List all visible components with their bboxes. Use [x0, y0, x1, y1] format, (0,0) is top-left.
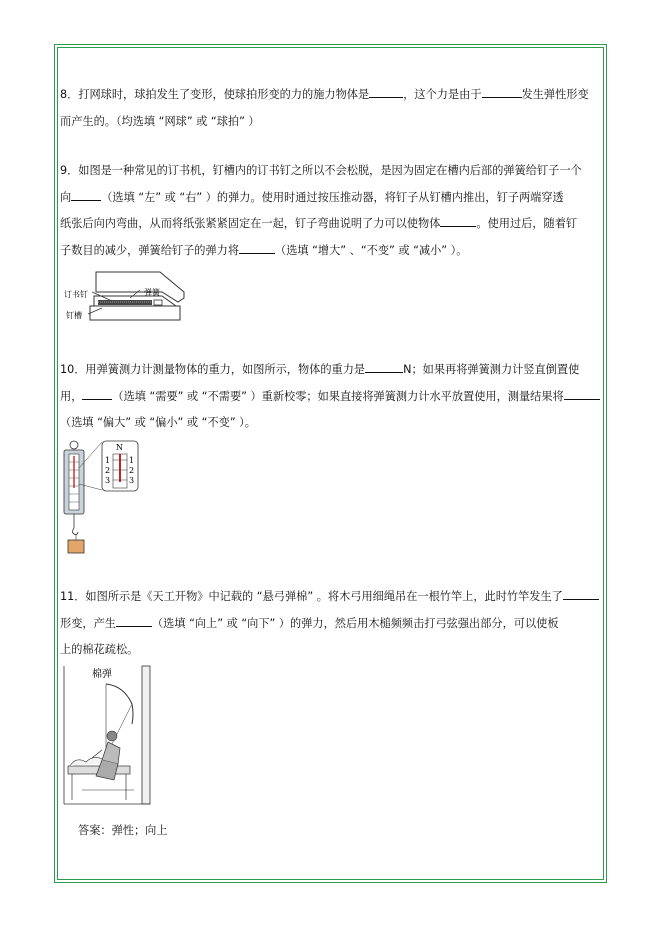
stapler-label-nail: 订书钉: [64, 290, 88, 299]
scale-unit-label: N: [116, 443, 123, 452]
scale-tick-right-3: 3: [129, 476, 135, 485]
answer-text: 答案：弹性；向上: [78, 824, 168, 837]
question-11-line-3: 上的棉花疏松。: [60, 643, 139, 656]
cotton-bow-figure: [62, 664, 154, 808]
question-8-line-1: [60, 82, 603, 109]
scale-tick-right-2: 2: [129, 466, 135, 475]
question-9-line-3: [60, 211, 603, 238]
question-10-line-3: （选填 “偏大” 或 “偏小” 或 “不变” ）。: [60, 416, 256, 429]
q8-text-1: 8．打网球时，球拍发生了变形，使球拍形变的力的施力物体是: [60, 88, 370, 101]
q11-blank-2[interactable]: [116, 612, 152, 627]
q9-text-3a: 纸张后向内弯曲，从而将纸张紧紧固定在一起，钉子弯曲说明了力可以使物体: [60, 217, 441, 230]
question-11: [60, 584, 603, 664]
scale-tick-left-1: 1: [105, 456, 111, 465]
q10-text-1a: 10．用弹簧测力计测量物体的重力，如图所示，物体的重力是: [60, 363, 366, 376]
q11-text-2b: （选填 “向上” 或 “向下” ）的弹力，然后用木槌频频击打弓弦强出部分，可以使板: [151, 616, 559, 630]
question-10-line-2: [60, 384, 603, 411]
q10-blank-3[interactable]: [564, 385, 600, 400]
question-8-line-2: 而产生的。（均选填 “网球” 或 “球拍” ）: [60, 114, 260, 128]
stapler-label-spring: 弹簧: [144, 288, 160, 297]
question-9-line-1: 9．如图是一种常见的订书机，钉槽内的订书钉之所以不会松脱，是因为固定在槽内后部的弹簧给钉子一个: [60, 164, 582, 177]
question-11-line-2: [60, 611, 603, 638]
question-11-line-1: [60, 584, 603, 611]
q9-text-3b: 。使用过后，随着钉: [476, 217, 578, 230]
q10-text-1b: N；如果再将弹簧测力计竖直倒置使: [403, 363, 580, 376]
scale-tick-right-1: 1: [129, 456, 135, 465]
q10-text-2b: （选填 “需要” 或 “不需要” ）重新校零；如果直接将弹簧测力计水平放置使用，测量结果将: [112, 389, 564, 403]
q9-blank-3[interactable]: [239, 239, 275, 254]
question-8: [60, 82, 603, 135]
question-9: [60, 158, 603, 264]
question-9-line-2: [60, 185, 603, 212]
q9-blank-2[interactable]: [440, 212, 476, 227]
q9-text-2b: （选填 “左” 或 “右” ）的弹力。使用时通过按压推动器，将钉子从钉槽内推出，钉子两端穿透: [101, 190, 564, 204]
q11-text-1a: 11．如图所示是《天工开物》中记载的 “悬弓弹棉” 。将木弓用细绳吊在一根竹竿上，此时竹竿发生了: [60, 590, 563, 603]
q8-blank-2[interactable]: [482, 83, 522, 98]
q9-text-2a: 向: [60, 190, 72, 204]
q8-text-3: 发生弹性形变: [521, 88, 589, 101]
spring-scale-figure: [62, 438, 142, 556]
q10-blank-1[interactable]: [365, 358, 403, 373]
q8-text-2: ，这个力是由于: [403, 88, 482, 101]
question-10-line-1: [60, 357, 603, 384]
q11-text-2a: 形变，产生: [60, 616, 116, 630]
q10-text-2a: 用，: [60, 389, 83, 403]
stapler-figure: [62, 262, 192, 328]
q9-blank-1[interactable]: [71, 186, 101, 201]
q9-text-4a: 子数目的减少，弹簧给钉子的弹力将: [60, 243, 240, 257]
q8-blank-1[interactable]: [369, 83, 403, 98]
q11-blank-1[interactable]: [563, 585, 599, 600]
q10-blank-2[interactable]: [82, 385, 112, 400]
scale-tick-left-2: 2: [105, 466, 111, 475]
cotton-bow-title: 棉弹: [92, 669, 112, 680]
question-10: [60, 357, 603, 437]
question-9-line-4: [60, 238, 603, 265]
stapler-label-groove: 钉槽: [66, 311, 82, 320]
scale-tick-left-3: 3: [105, 476, 111, 485]
q9-text-4b: （选填 “增大” 、“不变” 或 “减小” ）。: [275, 243, 468, 257]
